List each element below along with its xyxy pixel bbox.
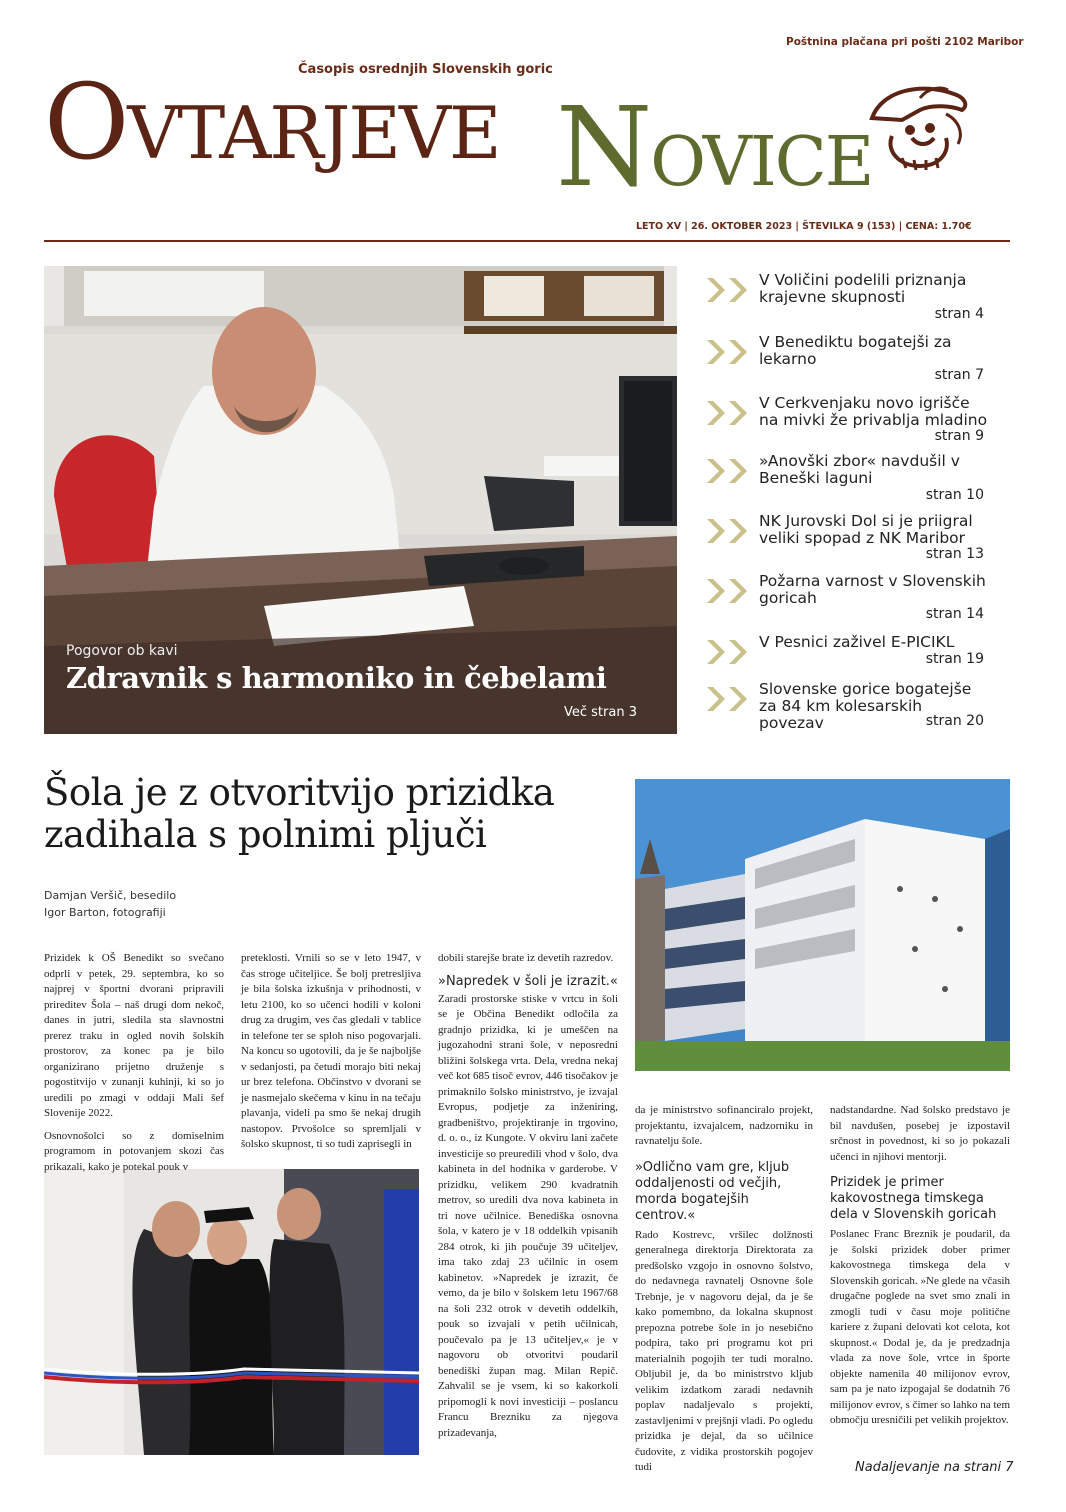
teaser-page: stran 20 xyxy=(925,713,984,729)
teaser-item[interactable] xyxy=(700,453,1000,505)
paragraph: nadstandardne. Nad šolsko predstavo je bil navdušen, posebej je izpostavil srčnost in povednost, ki so jo pokazali učenci in njihovi mentorji. xyxy=(830,1104,1010,1163)
teaser-title: V Cerkvenjaku novo igrišče na mivki že privablja mladino xyxy=(759,394,988,429)
teaser-item[interactable] xyxy=(700,272,1000,324)
postage-note: Poštnina plačana pri pošti 2102 Maribor xyxy=(786,36,1024,48)
teaser-page: stran 14 xyxy=(925,606,984,622)
ribbon-cutting-photo[interactable] xyxy=(44,1169,419,1455)
paragraph: da je ministrstvo sofinanciralo projekt, projektantu, izvajalcem, nadzorniku in ravnatelju šole. xyxy=(635,1104,813,1147)
paragraph: Rado Kostrevc, vršilec dolžnosti generalnega direktorja Direktorata za predšolsko vzgojo in osnovno šolstvo, do nedavnega ravnatelj Osnovne šole Trebnje, je v nagovoru dejal, da je še kako pomembno, da lokalna skupnost prepozna potrebe šole in jo nesebično podpira, tako pri programu kot pri materialnih pogojih ter tudi moralno. Obljubil je, da bo ministrstvo kljub velikim izdatkom zaradi nedavnih poplav nadaljevalo s projekti, zastavljenimi v prejšnji vladi. Po ogledu prizidka je dejal, da so učilnice čudovite, z vidika prostorskih pogojev tudi xyxy=(635,1228,813,1473)
paragraph: Poslanec Franc Breznik je poudaril, da je šolski prizidek dober primer kakovostnega timskega dela v Slovenskih goricah. »Ne glede na včasih drugačne poglede na svet smo znali in zmogli tudi v času moje politične kariere z župani delovati kot celota, kot skupnost.« Dodal je, da je predzadnja vlada za nove šole, vrtce in športe objekte namenila 40 milijonov evrov, sam pa je nato izpogajal še dodatnih 76 milijonov evrov, s čimer so lahko na tem območju uresničili pet velikih projektov. xyxy=(830,1228,1010,1426)
teaser-item[interactable] xyxy=(700,634,1000,670)
teaser-title: V Voličini podelili priznanja krajevne skupnosti xyxy=(759,271,967,306)
masthead-tagline: Časopis osrednjih Slovenskih goric xyxy=(298,62,553,77)
teaser-page: stran 19 xyxy=(925,651,984,667)
double-chevron-icon xyxy=(705,517,753,545)
teaser-title: V Benediktu bogatejši za lekarno xyxy=(759,333,952,368)
hero-page-ref[interactable]: Več stran 3 xyxy=(564,705,637,720)
byline-text: Damjan Veršič, besedilo xyxy=(44,889,177,902)
paragraph: dobili starejše brate iz devetih razredov. xyxy=(438,952,614,964)
teaser-title: »Anovški zbor« navdušil v Beneški laguni xyxy=(759,452,960,487)
masthead-divider xyxy=(44,240,1010,242)
teaser-title: V Pesnici zaživel E-PICIKL xyxy=(759,633,955,651)
teaser-title: NK Jurovski Dol si je priigral veliki spopad z NK Maribor xyxy=(759,512,973,547)
teaser-item[interactable] xyxy=(700,573,1000,625)
article-column-1 xyxy=(44,951,224,1182)
school-building-illustration xyxy=(635,779,1010,1071)
paragraph: Osnovnošolci so z domiselnim programom in potovanjem skozi čas prikazali, kako je potekal pouk v xyxy=(44,1129,224,1173)
issue-info: LETO XV | 26. OKTOBER 2023 | ŠTEVILKA 9 (153) | CENA: 1.70€ xyxy=(636,221,972,232)
hero-title[interactable]: Zdravnik s harmoniko in čebelami xyxy=(66,661,607,695)
teaser-page: stran 7 xyxy=(934,367,984,383)
article-subheading: »Napredek v šoli je izrazit.« xyxy=(438,973,618,989)
double-chevron-icon xyxy=(705,399,753,427)
continued-link[interactable]: Nadaljevanje na strani 7 xyxy=(855,1460,1014,1475)
teaser-item[interactable] xyxy=(700,681,1000,733)
ribbon-cutting-illustration xyxy=(44,1169,419,1455)
teaser-page: stran 10 xyxy=(925,487,984,503)
masthead-title-ovtarjeve[interactable]: OVTARJEVE xyxy=(44,61,500,183)
masthead-title-novice[interactable]: NOVICE xyxy=(556,83,873,211)
teaser-item[interactable] xyxy=(700,513,1000,565)
article-byline xyxy=(44,887,176,921)
double-chevron-icon xyxy=(705,638,753,666)
double-chevron-icon xyxy=(705,276,753,304)
teaser-title: Požarna varnost v Slovenskih goricah xyxy=(759,572,986,607)
paragraph: preteklosti. Vrnili so se v leto 1947, v čas stroge učiteljice. Še bolj pretresljiva je bila šolska izkušnja v prihodnosti, v letu 2100, ko so učenci hodili v koloni drug za drugim, ves čas gledali v tablice in telefone ter se sploh niso pogovarjali. Na koncu so ugotovili, da je še najboljše v sedanjosti, pa četudi morajo biti nekaj ur brez telefona. Občinstvo v dvorani se je nasmejalo skečema v kinu in na tečaju plavanja, videli pa smo še nekaj drugih nastopov. Prvošolce so spremljali v šolsko skupnost, ti so tudi zaprisegli in xyxy=(241,952,421,1150)
paragraph: Prizidek k OŠ Benedikt so svečano odprli v petek, 29. septembra, ko so najprej v športni dvorani pripravili prireditev Šola – naš drugi dom nekoč, danes in jutri, sledila sta slavnostni prerez traku in ogled novih šolskih prostorov, za konec pa je bilo organizirano prijetno druženje s pogostitvijo v zunanji kuhinji, ki so jo uredili po zmagi v oddaji Mali šef Slovenije 2022. xyxy=(44,952,224,1119)
double-chevron-icon xyxy=(705,457,753,485)
headline-line: Šola je z otvoritvijo prizidka xyxy=(44,771,555,814)
teaser-title: Slovenske gorice bogatejše za 84 km kolesarskih povezav xyxy=(759,680,972,732)
article-column-2 xyxy=(241,951,421,1160)
double-chevron-icon xyxy=(705,685,753,713)
article-column-4 xyxy=(635,1103,813,1483)
school-building-photo[interactable] xyxy=(635,779,1010,1071)
hero-kicker: Pogovor ob kavi xyxy=(66,643,178,659)
double-chevron-icon xyxy=(705,338,753,366)
paragraph: Zaradi prostorske stiske v vrtcu in šoli se je Občina Benedikt odločila za gradnjo prizidka, ki je umeščen na jugozahodni strani šole, v neposredni bližini šolskega vrta. Dela, vredna nekaj več kot 685 tisoč evrov, 446 tisočakov je primaknilo šolsko ministrstvo, je izvajal Evropus, podjetje za inženiring, gradbeništvo, projektiranje in trgovino, d. o. o., iz Kungote. V okviru lani začete investicije so preuredili vhod v šolo, dva kabineta in del hodnika v garderobe. V prizidku, velikem 290 kvadratnih metrov, so uredili dva nova kabineta in tri nove učilnice. Benediška osnovna šola, v katero je v 18 oddelkih vpisanih 284 otrok, ki jih poučuje 39 učiteljev, ima tako zdaj 23 učilnic in osem kabinetov. »Napredek je izrazit, če vemo, da je bilo v šolskem letu 1967/68 na šoli 232 otrok v devetih oddelkih, pouk so izvajali v petih učilnicah, poučevalo pa je 13 učiteljev,« je v nagovoru ob otvoritvi poudaril benediški župan mag. Milan Repič. Zahvalil se je vsem, ki so kakorkoli pripomogli k novi investiciji – poslancu Francu Brezniku za njegova prizadevanja, xyxy=(438,992,618,1439)
double-chevron-icon xyxy=(705,577,753,605)
article-subheading: Prizidek je primer kakovostnega timskega dela v Slovenskih goricah xyxy=(830,1175,997,1222)
teaser-page: stran 9 xyxy=(934,428,984,444)
teaser-page: stran 13 xyxy=(925,546,984,562)
teaser-item[interactable] xyxy=(700,334,1000,386)
article-headline[interactable] xyxy=(44,772,554,856)
teaser-item[interactable] xyxy=(700,395,1000,447)
teaser-page: stran 4 xyxy=(934,306,984,322)
article-column-5 xyxy=(830,1103,1010,1436)
article-column-3 xyxy=(438,951,618,1448)
headline-line: zadihala s polnimi pljuči xyxy=(44,813,487,856)
byline-photos: Igor Barton, fotografiji xyxy=(44,906,166,919)
article-subheading: »Odlično vam gre, kljub oddaljenosti od večjih, morda bogatejših centrov.« xyxy=(635,1159,790,1223)
ovtar-logo-icon xyxy=(862,80,970,172)
